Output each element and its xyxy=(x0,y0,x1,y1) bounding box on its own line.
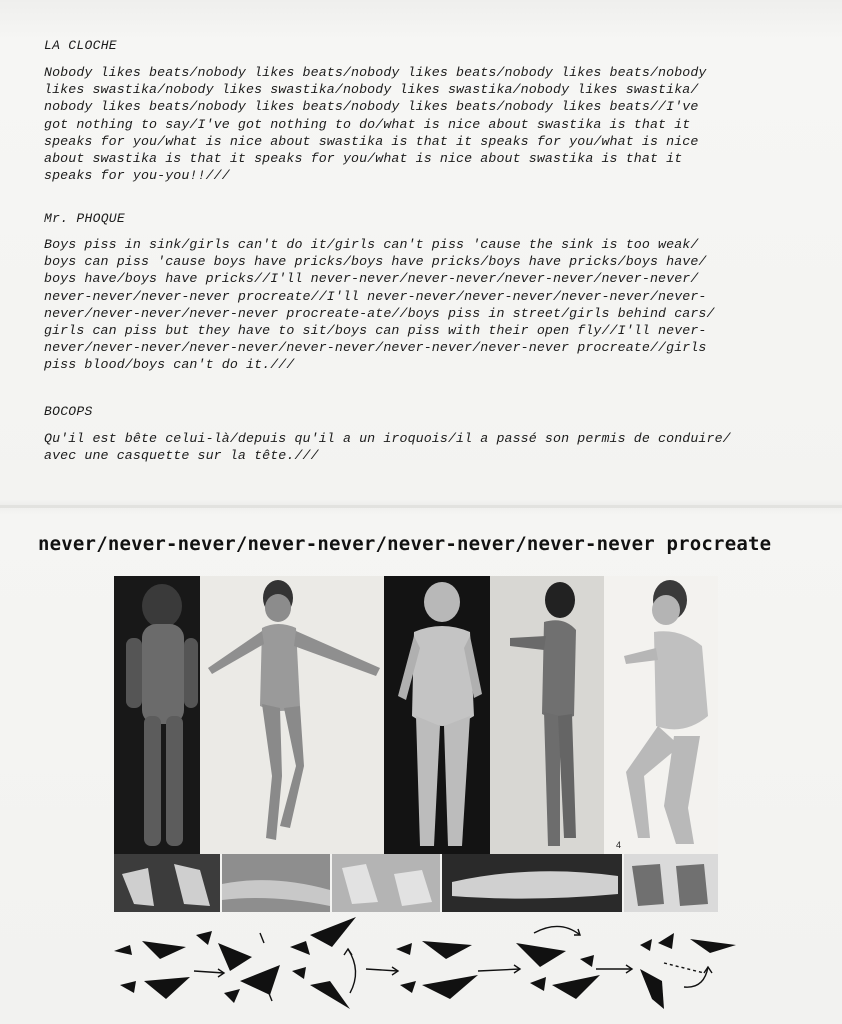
paper-fold xyxy=(0,505,842,508)
hand-thumb-4 xyxy=(442,854,622,912)
section-body-mr-phoque: Boys piss in sink/girls can't do it/girls can't piss 'cause the sink is too weak/ boys can piss 'cause boys have pricks/boys have pricks/boys have pricks/boys have/ boys have/boys have pricks//I'll never-never/never-never/never-never/never-never/ never-never/never-never procreate//I'll never-never/never-never/never-never/never- never/never-never/never-never procreate-ate//boys piss in street/girls behind cars/ girls can piss but they have to sit/boys can piss with their open fly//I'll never- never/never-never/never-never/never-never/never-never/never-never procreate//girls piss blood/boys can't do it./// xyxy=(44,237,715,373)
section-body-la-cloche: Nobody likes beats/nobody likes beats/nobody likes beats/nobody likes beats/nobody likes swastika/nobody likes swastika/nobody likes swastika/nobody likes swastika/ nobody likes beats/nobody likes beats/nobody likes beats/nobody likes beats//I've got nothing to say/I've got nothing to do/what is nice about swastika is that it speaks for you/what is nice about swastika is that it speaks for you/what is nice about swastika is that it speaks for you/what is nice about swastika is that it speaks for you-you!!/// xyxy=(44,65,707,184)
hand-photo-strip xyxy=(114,854,718,912)
headline: never/never-never/never-never/never-never/never-never procreate xyxy=(38,533,772,555)
photo-panel-5 xyxy=(604,576,718,854)
hand-thumb-5 xyxy=(624,854,718,912)
hand-thumb-1 xyxy=(114,854,220,912)
photo-panel-2 xyxy=(200,576,384,854)
hand-thumb-3 xyxy=(332,854,440,912)
photo-number: 4 xyxy=(616,840,622,850)
photo-panel-4 xyxy=(490,576,604,854)
photo-collage xyxy=(114,576,718,854)
section-title-bocops: BOCOPS xyxy=(44,404,93,419)
section-body-bocops: Qu'il est bête celui-là/depuis qu'il a un iroquois/il a passé son permis de conduire/ avec une casquette sur la tête./// xyxy=(44,431,731,464)
photo-panel-3 xyxy=(384,576,490,854)
leaf-arrow-diagram xyxy=(100,915,750,1015)
photo-panel-1 xyxy=(114,576,200,854)
section-title-mr-phoque: Mr. PHOQUE xyxy=(44,211,126,226)
section-title-la-cloche: LA CLOCHE xyxy=(44,38,117,53)
hand-thumb-2 xyxy=(222,854,330,912)
